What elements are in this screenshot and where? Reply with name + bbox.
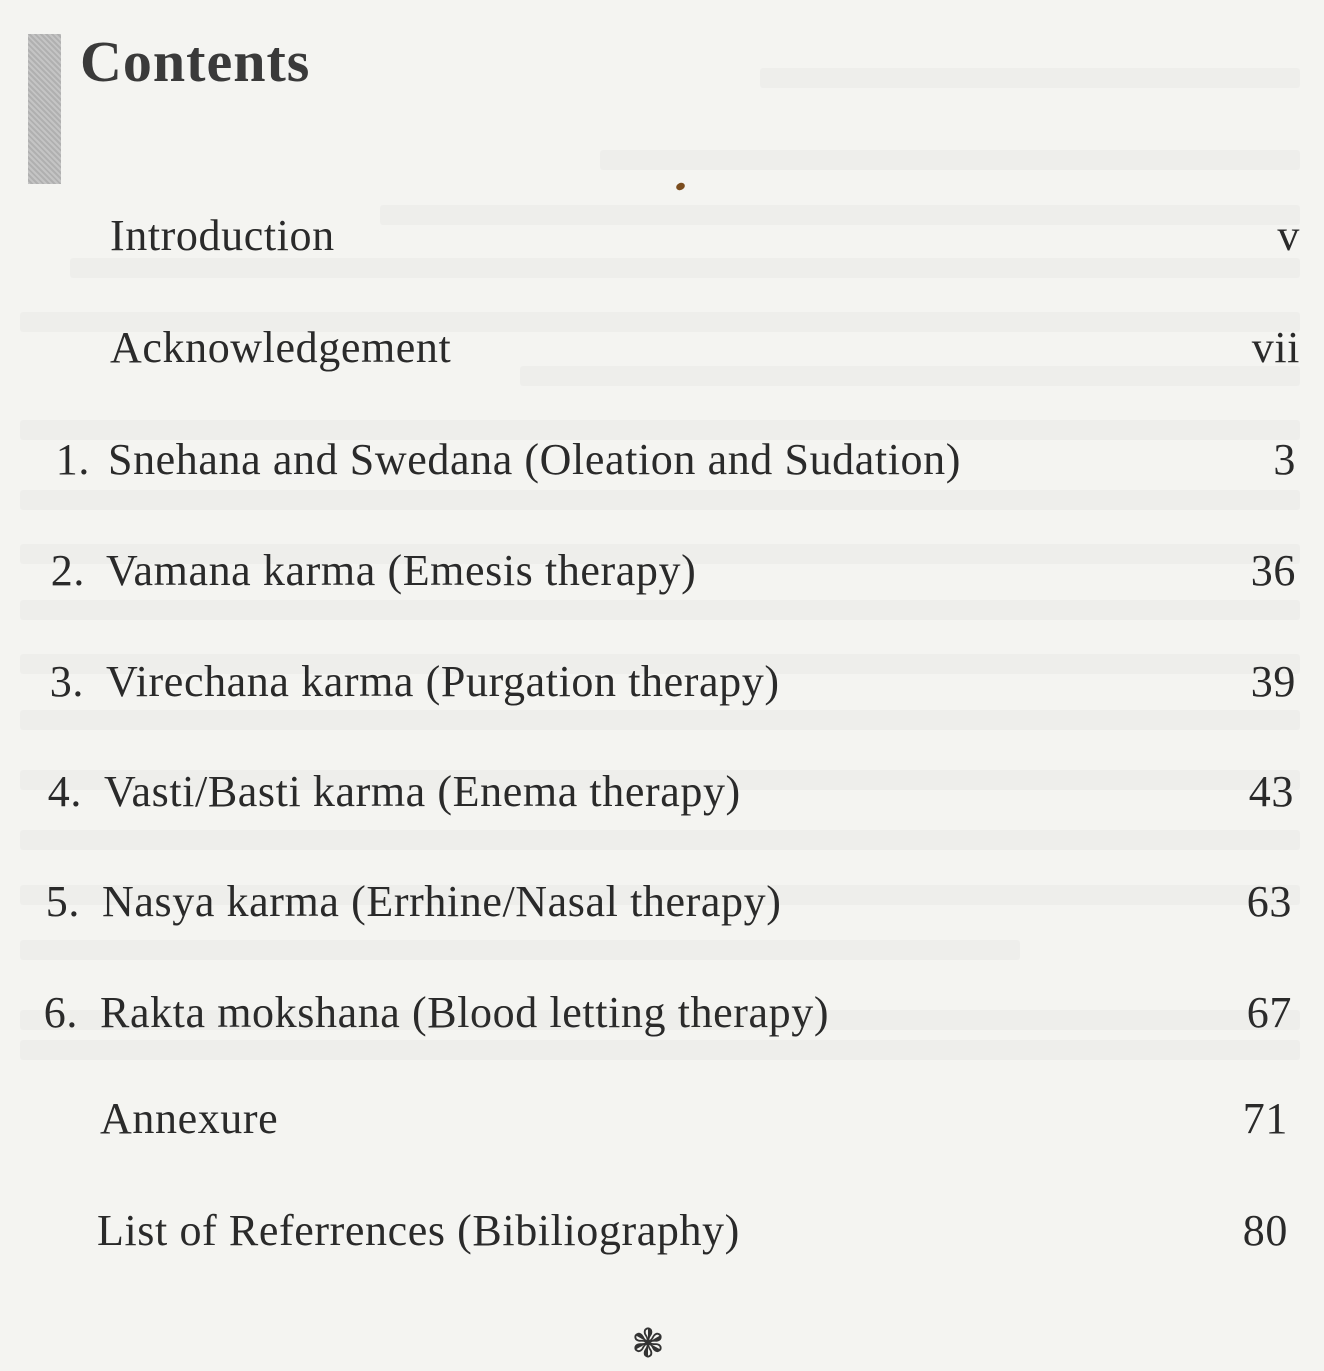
flower-ornament-icon: ❃ [631,1321,665,1366]
toc-entry-title: Virechana karma (Purgation therapy) [106,657,780,706]
toc-entry-chapter-3 [0,652,1324,712]
toc-entry-introduction [0,206,1324,266]
toc-entry-acknowledgement [0,318,1324,378]
toc-entry-page: 63 [1246,877,1292,926]
toc-entry-page: v [1277,211,1300,260]
toc-entry-title: Vamana karma (Emesis therapy) [106,546,697,595]
toc-entry-number: 5. [45,877,80,926]
toc-entry-title: Vasti/Basti karma (Enema therapy) [104,767,741,816]
toc-entry-chapter-1 [0,430,1324,490]
toc-entry-number: 6. [43,988,78,1037]
toc-entry-title: Acknowledgement [110,323,452,372]
toc-entry-chapter-5 [0,872,1324,932]
toc-entry-number: 3. [49,657,84,706]
toc-entry-title: Introduction [110,211,335,260]
toc-entry-number: 2. [50,546,85,595]
toc-entry-title: Annexure [100,1094,279,1143]
toc-entry-title: Rakta mokshana (Blood letting therapy) [100,988,830,1037]
toc-entry-page: 80 [1242,1206,1288,1255]
toc-entry-title: Nasya karma (Errhine/Nasal therapy) [102,877,782,926]
toc-entry-page: 71 [1242,1094,1288,1143]
toc-entry-chapter-4 [0,762,1324,822]
toc-entry-title: List of Referrences (Bibiliography) [97,1206,740,1255]
toc-entry-chapter-6 [0,983,1324,1043]
toc-entry-title: Snehana and Swedana (Oleation and Sudation) [108,435,962,484]
toc-entry-number: 1. [55,435,90,484]
toc-entry-annexure [0,1089,1324,1149]
toc-entry-page: 67 [1246,988,1292,1037]
page-title: Contents [80,29,311,94]
toc-entry-references [0,1201,1324,1261]
ink-speck [675,181,686,191]
title-accent-bar [28,34,61,184]
toc-entry-page: 43 [1248,767,1294,816]
toc-entry-page: vii [1251,323,1300,372]
toc-entry-number: 4. [47,767,82,816]
toc-entry-page: 39 [1250,657,1296,706]
toc-entry-chapter-2 [0,541,1324,601]
toc-entry-page: 36 [1250,546,1296,595]
toc-entry-page: 3 [1273,435,1296,484]
